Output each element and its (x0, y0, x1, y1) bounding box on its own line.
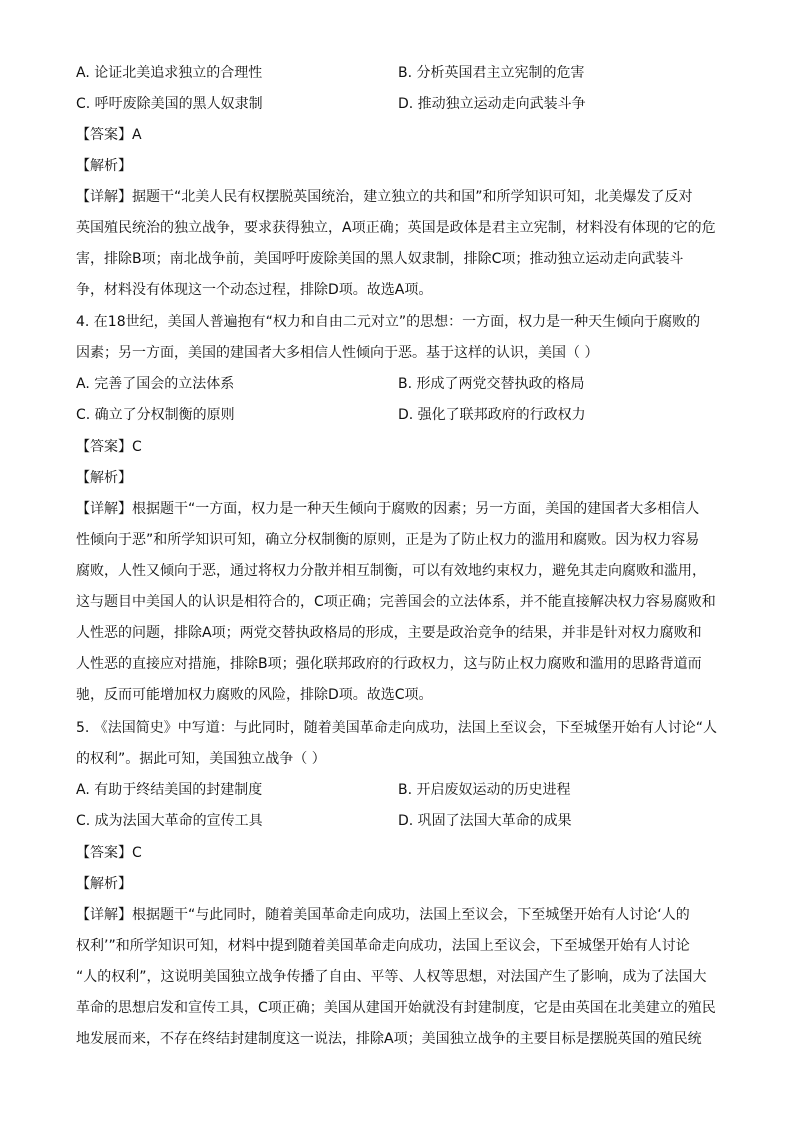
q4-option-b: B. 形成了两党交替执政的格局 (398, 376, 585, 392)
q3-analysis-label: 【解析】 (76, 158, 132, 174)
q5-option-c: C. 成为法国大革命的宣传工具 (76, 813, 263, 829)
q5-options-row-2 (76, 811, 726, 831)
q5-detail-line: “人的权利”，这说明美国独立战争传播了自由、平等、人权等思想，对法国产生了影响，成为了法国大 (76, 969, 707, 985)
q3-options-row-2 (76, 94, 726, 114)
q4-detail-line: 【详解】根据题干“一方面，权力是一种天生倾向于腐败的因素；另一方面，美国的建国者大多相信人 (76, 501, 700, 517)
q3-option-c: C. 呼吁废除美国的黑人奴隶制 (76, 96, 263, 112)
q4-stem-line: 4. 在18世纪，美国人普遍抱有“权力和自由二元对立”的思想：一方面，权力是一种天生倾向于腐败的 (76, 314, 701, 330)
q5-options-row-1 (76, 780, 726, 800)
q3-detail-line: 【详解】据题干“北美人民有权摆脱英国统治，建立独立的共和国”和所学知识可知，北美爆发了反对 (76, 189, 693, 205)
q5-answer: 【答案】C (76, 845, 142, 861)
q4-options-row-2 (76, 405, 726, 425)
q3-detail-line: 英国殖民统治的独立战争，要求获得独立，A项正确；英国是政体是君主立宪制，材料没有体现的它的危 (76, 220, 716, 236)
q3-option-a: A. 论证北美追求独立的合理性 (76, 65, 263, 81)
q5-option-a: A. 有助于终结美国的封建制度 (76, 782, 263, 798)
q5-detail-line: 革命的思想启发和宣传工具，C项正确；美国从建国开始就没有封建制度，它是由英国在北美建立的殖民 (76, 1000, 716, 1016)
q3-detail-line: 争，材料没有体现这一个动态过程，排除D项。故选A项。 (76, 282, 433, 298)
q5-option-b: B. 开启废奴运动的历史进程 (398, 782, 571, 798)
q3-option-d: D. 推动独立运动走向武装斗争 (398, 96, 586, 112)
q4-analysis-label: 【解析】 (76, 470, 132, 486)
q5-option-d: D. 巩固了法国大革命的成果 (398, 813, 572, 829)
q4-detail-line: 性倾向于恶”和所学知识可知，确立分权制衡的原则，正是为了防止权力的滥用和腐败。因为权力容易 (76, 532, 700, 548)
q3-answer: 【答案】A (76, 127, 142, 143)
q4-detail-line: 人性恶的直接应对措施，排除B项；强化联邦政府的行政权力，这与防止权力腐败和滥用的思路背道而 (76, 656, 702, 672)
q4-option-a: A. 完善了国会的立法体系 (76, 376, 235, 392)
q5-stem-line: 的权利”。据此可知，美国独立战争（ ） (76, 751, 326, 767)
q3-options-row-1 (76, 63, 726, 83)
q4-detail-line: 驰，反而可能增加权力腐败的风险，排除D项。故选C项。 (76, 687, 433, 703)
q4-options-row-1 (76, 374, 726, 394)
q4-answer: 【答案】C (76, 439, 142, 455)
q4-option-c: C. 确立了分权制衡的原则 (76, 407, 235, 423)
q4-detail-line: 这与题目中美国人的认识是相符合的，C项正确；完善国会的立法体系，并不能直接解决权力容易腐败和 (76, 594, 716, 610)
q4-detail-line: 腐败，人性又倾向于恶，通过将权力分散并相互制衡，可以有效地约束权力，避免其走向腐败和滥用， (76, 563, 706, 579)
q5-detail-line: 地发展而来，不存在终结封建制度这一说法，排除A项；美国独立战争的主要目标是摆脱英国的殖民统 (76, 1031, 702, 1047)
q3-detail-line: 害，排除B项；南北战争前，美国呼吁废除美国的黑人奴隶制，排除C项；推动独立运动走向武装斗 (76, 251, 684, 267)
q5-detail-line: 权利’”和所学知识可知，材料中提到随着美国革命走向成功，法国上至议会，下至城堡开始有人讨论 (76, 938, 690, 954)
q5-detail-line: 【详解】根据题干“与此同时，随着美国革命走向成功，法国上至议会，下至城堡开始有人讨论‘人的 (76, 907, 690, 923)
q4-option-d: D. 强化了联邦政府的行政权力 (398, 407, 586, 423)
q3-option-b: B. 分析英国君主立宪制的危害 (398, 65, 585, 81)
q5-stem-line: 5. 《法国简史》中写道：与此同时，随着美国革命走向成功，法国上至议会，下至城堡开始有人讨论“人 (76, 720, 718, 736)
q4-detail-line: 人性恶的问题，排除A项；两党交替执政格局的形成，主要是政治竞争的结果，并非是针对权力腐败和 (76, 625, 702, 641)
q4-stem-line: 因素；另一方面，美国的建国者大多相信人性倾向于恶。基于这样的认识，美国（ ） (76, 345, 599, 361)
q5-analysis-label: 【解析】 (76, 876, 132, 892)
